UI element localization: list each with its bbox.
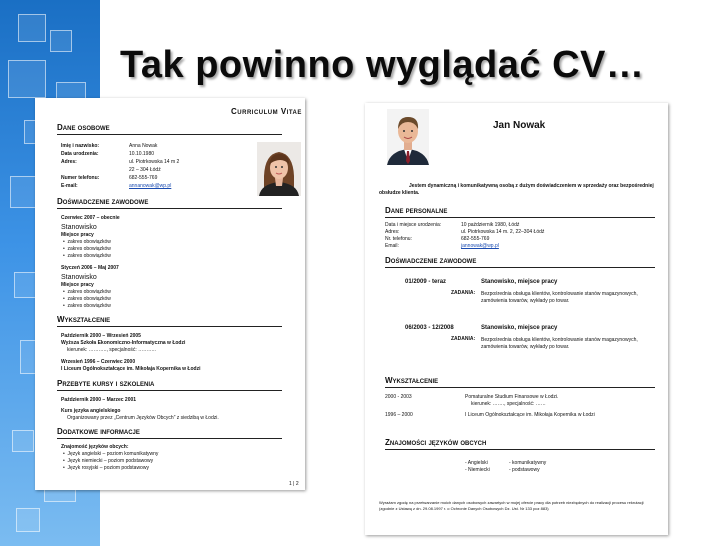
section-divider	[385, 217, 655, 218]
portrait-woman-icon	[257, 142, 301, 196]
language-text: Język angielski – poziom komunikatywny	[67, 451, 159, 457]
section-divider	[57, 438, 282, 439]
job-duty: • zakres obowiązków	[63, 303, 111, 309]
value-email: annanowak@wp.pl	[129, 183, 172, 189]
label-name: Imię i nazwisko:	[61, 143, 100, 149]
course-detail: Organizowany przez „Centrum Języków Obcych” z siedzibą w Łodzi.	[67, 415, 219, 421]
language-name: - Niemiecki	[465, 467, 490, 473]
edu-period: 2000 - 2003	[385, 394, 412, 400]
value-phone: 682-555-769	[129, 175, 158, 181]
edu-detail: kierunek: ……., specjalność: ……	[471, 401, 546, 407]
duty-text: zakres obowiązków	[67, 246, 111, 252]
course-period: Październik 2000 – Marzec 2001	[61, 397, 137, 403]
edu-period: Październik 2000 – Wrzesień 2005	[61, 333, 141, 339]
label-address: Adres:	[385, 229, 400, 235]
job-duty: • zakres obowiązków	[63, 253, 111, 259]
job-position: Stanowisko	[61, 224, 97, 231]
edu-school: Pomaturalne Studium Finansowe w Łodzi.	[465, 394, 559, 400]
value-birthdate: 10.10.1980	[129, 151, 155, 157]
section-heading-education: Wykształcenie	[57, 315, 111, 324]
course-name: Kurs języka angielskiego	[61, 408, 121, 414]
language-text: Język rosyjski – poziom podstawowy	[67, 465, 149, 471]
photo-man	[387, 109, 429, 165]
edu-school: Wyższa Szkoła Ekonomiczno-Informatyczna w Łodzi	[61, 340, 186, 346]
section-heading-personal: Dane personalne	[385, 206, 448, 215]
photo-woman	[257, 142, 301, 196]
job-period: Styczeń 2006 – Maj 2007	[61, 265, 119, 271]
cv-name: Jan Nowak	[493, 120, 546, 131]
language-item: • Język rosyjski – poziom podstawowy	[63, 465, 149, 471]
job-duty: • zakres obowiązków	[63, 296, 111, 302]
duty-text: zakres obowiązków	[67, 303, 111, 309]
edu-detail: kierunek: ……….., specjalność: ………..	[67, 347, 156, 353]
job-duty: • zakres obowiązków	[63, 246, 111, 252]
value-phone: 682-555-769	[461, 236, 490, 242]
consent-line: (zgodnie z Ustawą z dn. 29.08.1997 r. o Ochronie Danych Osobowych Dz. Ust. Nr 133 poz 883)	[379, 506, 549, 511]
value-city: 22 – 304 Łódź	[129, 167, 161, 173]
value-birth: 10 październik 1980, Łódź	[461, 222, 520, 228]
section-divider	[57, 134, 282, 135]
job-period: 06/2003 - 12/2008	[405, 325, 454, 331]
value-email: jannowak@wp.pl	[461, 243, 499, 249]
deco-square	[8, 60, 46, 98]
job-period: Czerwiec 2007 – obecnie	[61, 215, 120, 221]
label-email: E-mail:	[61, 183, 78, 189]
job-position: Stanowisko, miejsce pracy	[481, 325, 558, 331]
cv-page-jan	[365, 103, 668, 535]
label-phone: Nr. telefonu:	[385, 236, 412, 242]
language-item: • Język niemiecki – poziom podstawowy	[63, 458, 154, 464]
section-heading-courses: Przebyte kursy i szkolenia	[57, 379, 155, 388]
edu-school: I Liceum Ogólnokształcące im. Mikołaja Kopernika w Łodzi	[465, 412, 595, 418]
label-email: Email:	[385, 243, 399, 249]
edu-school: I Liceum Ogólnokształcące im. Mikołaja Kopernika w Łodzi	[61, 366, 201, 372]
label-birth: Data i miejsce urodzenia:	[385, 222, 442, 228]
job-duty: • zakres obowiązków	[63, 239, 111, 245]
deco-square	[12, 430, 34, 452]
edu-period: Wrzesień 1996 – Czerwiec 2000	[61, 359, 136, 365]
tasks-text: Bezpośrednia obsługa klientów, kontrolowanie stanów magazynowych, zamówienia towarów, wykłady po towar.	[481, 291, 638, 304]
edu-period: 1996 – 2000	[385, 412, 413, 418]
tasks-text: Bezpośrednia obsługa klientów, kontrolowanie stanów magazynowych, zamówienia towarów, wykłady po towar.	[481, 337, 638, 350]
value-address: ul. Piotrkowska 14 m. 2, 22–304 Łódź	[461, 229, 545, 235]
tasks-label: ZADANIA:	[451, 290, 476, 296]
section-heading-personal: Dane osobowe	[57, 123, 110, 132]
value-address: ul. Piotrkowska 14 m 2	[129, 159, 180, 165]
job-place: Miejsce pracy	[61, 232, 94, 238]
deco-square	[50, 30, 72, 52]
duty-text: zakres obowiązków	[67, 253, 111, 259]
job-period: 01/2009 - teraz	[405, 279, 447, 285]
job-place: Miejsce pracy	[61, 282, 94, 288]
section-heading-languages: Znajomości języków obcych	[385, 438, 487, 447]
label-address: Adres:	[61, 159, 77, 165]
duty-text: zakres obowiązków	[67, 239, 111, 245]
job-position: Stanowisko, miejsce pracy	[481, 279, 558, 285]
cv-page-anna	[35, 98, 305, 490]
section-divider	[57, 208, 282, 209]
consent-line: Wyrażam zgodę na przetwarzanie moich danych osobowych zawartych w mojej ofercie pracy dla potrzeb niezbędnych do realizacji procesu rekrutacji	[379, 500, 644, 505]
value-name: Anna Nowak	[129, 143, 158, 149]
language-text: Język niemiecki – poziom podstawowy	[67, 458, 154, 464]
job-duty: • zakres obowiązków	[63, 289, 111, 295]
label-birthdate: Data urodzenia:	[61, 151, 99, 157]
deco-square	[16, 508, 40, 532]
page-number: 1 | 2	[289, 481, 299, 487]
slide-title: Tak powinno wyglądać CV…	[120, 44, 645, 86]
tasks-label: ZADANIA:	[451, 336, 476, 342]
cv-header: Curriculum Vitae	[231, 107, 302, 116]
cv-intro: Jestem dynamiczną i komunikatywną osobą z dużym doświadczeniem w sprzedaży oraz bezpośredniej obsłudze klienta.	[379, 183, 654, 196]
duty-text: zakres obowiązków	[67, 296, 111, 302]
section-divider	[385, 387, 655, 388]
section-heading-experience: Doświadczenie zawodowe	[385, 256, 477, 265]
section-divider	[385, 267, 655, 268]
section-heading-additional: Dodatkowe informacje	[57, 427, 140, 436]
language-name: - Angielski	[465, 460, 488, 466]
language-level: - komunikatywny	[509, 460, 547, 466]
section-heading-education: Wykształcenie	[385, 376, 439, 385]
language-item: • Język angielski – poziom komunikatywny	[63, 451, 159, 457]
deco-square	[18, 14, 46, 42]
language-level: - podstawowy	[509, 467, 540, 473]
section-divider	[57, 326, 282, 327]
section-divider	[57, 390, 282, 391]
languages-label: Znajomość języków obcych:	[61, 444, 129, 450]
section-divider	[385, 449, 655, 450]
label-phone: Numer telefonu:	[61, 175, 100, 181]
duty-text: zakres obowiązków	[67, 289, 111, 295]
section-heading-experience: Doświadczenie zawodowe	[57, 197, 149, 206]
job-position: Stanowisko	[61, 274, 97, 281]
portrait-man-icon	[387, 109, 429, 165]
